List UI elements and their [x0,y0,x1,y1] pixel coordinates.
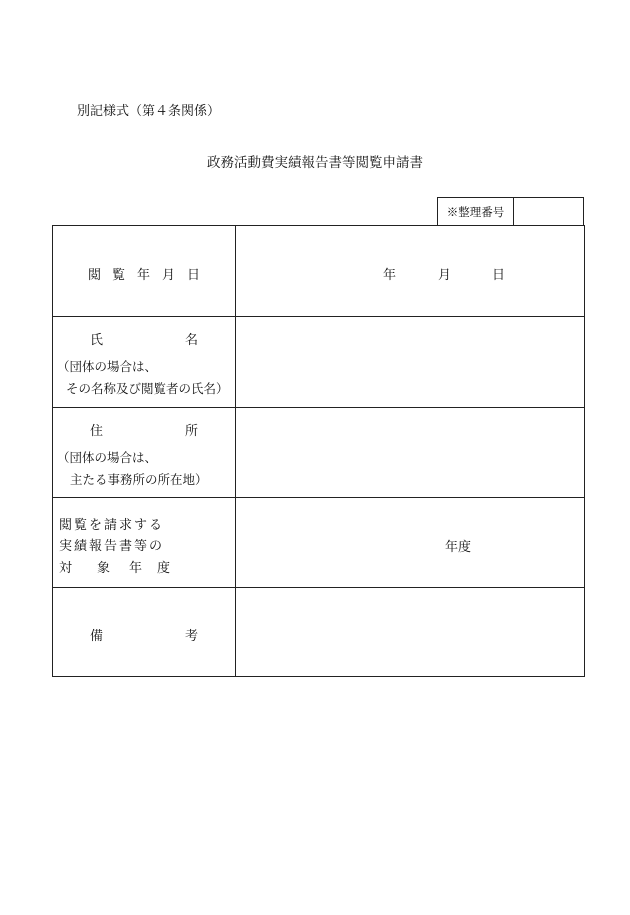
label-char: 日 [187,268,201,283]
label-char: 月 [162,268,176,283]
fiscal-year-unit: 年度 [445,540,472,555]
label-char: 氏 [90,333,104,348]
label-note: その名称及び閲覧者の氏名） [66,381,229,396]
label-char: 対 [59,561,73,576]
target-year-field[interactable] [236,498,584,588]
label-remarks [53,588,236,677]
label-char: 覧 [112,268,126,283]
label-name [53,317,236,407]
row-remarks [53,587,584,677]
row-name [53,316,584,407]
label-line: 実績報告書等の [59,539,165,554]
label-note: （団体の場合は、 [57,450,158,465]
row-address [53,407,584,498]
label-view-date [53,226,236,316]
label-line: 閲覧を請求する [59,518,165,533]
remarks-field[interactable] [236,588,584,677]
label-char: 閲 [88,268,102,283]
label-char: 象 [97,561,111,576]
name-field[interactable] [236,317,584,407]
document-title: 政務活動費実績報告書等閲覧申請書 [207,155,423,171]
label-char: 所 [185,424,199,439]
reference-number-label: ※整理番号 [438,198,514,225]
label-char: 名 [185,333,199,348]
label-address [53,408,236,498]
row-target-year [53,497,584,588]
label-char: 年 [137,268,151,283]
application-table [52,225,585,677]
label-char: 住 [90,424,104,439]
date-month-unit: 月 [438,268,452,283]
label-char: 備 [90,629,104,644]
label-note: 主たる事務所の所在地） [70,472,208,487]
reference-number-field[interactable] [514,198,583,225]
label-note: （団体の場合は、 [57,359,158,374]
label-char: 年 [129,561,143,576]
label-char: 度 [157,561,171,576]
row-view-date [53,226,584,316]
label-target-year [53,498,236,588]
form-reference: 別記様式（第４条関係） [77,104,221,119]
view-date-field[interactable] [236,226,584,316]
label-char: 考 [185,629,199,644]
date-day-unit: 日 [492,268,506,283]
reference-number-box [437,197,584,225]
date-year-unit: 年 [383,268,397,283]
address-field[interactable] [236,408,584,498]
